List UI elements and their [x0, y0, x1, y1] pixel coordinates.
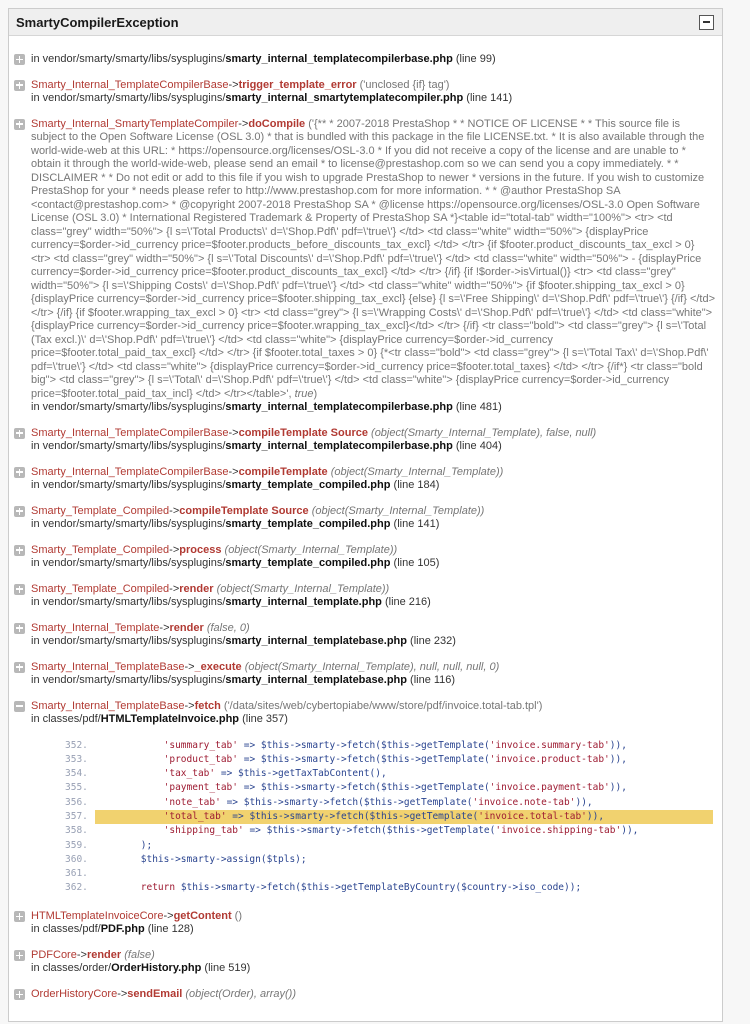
page-background [0, 8, 750, 1024]
trace-arrow: -> [238, 117, 249, 130]
code-token: 'invoice.total-tab' [478, 810, 587, 822]
trace-file-name: smarty_internal_smartytemplatecompiler.php [225, 92, 464, 104]
trace-file-line: in classes/pdf/PDF.php (line 128) [31, 923, 194, 936]
trace-file-line: in vendor/smarty/smarty/libs/sysplugins/smarty_internal_templatecompilerbase.php (line 404) [31, 440, 502, 452]
trace-body [31, 79, 716, 106]
code-line [65, 767, 713, 781]
trace-item [13, 505, 716, 532]
code-token: => $this->smarty->fetch($this->getTemplate( [238, 753, 490, 765]
trace-argument: (object(Smarty_Internal_Template)) [224, 543, 398, 556]
code-line-number: 356. [65, 796, 88, 808]
code-token: 'shipping_tab' [163, 825, 244, 837]
code-line [65, 853, 713, 867]
trace-argument: () [234, 909, 242, 922]
trace-method-name: _execute [194, 660, 242, 673]
expand-trace-icon[interactable] [14, 911, 25, 922]
code-line [65, 881, 713, 895]
trace-arrow: -> [184, 699, 195, 712]
trace-arguments [312, 505, 485, 517]
trace-arrow: -> [117, 987, 128, 1000]
trace-item [13, 118, 716, 415]
expand-trace-icon[interactable] [14, 989, 25, 1000]
trace-argument: , [288, 387, 295, 400]
trace-item [13, 466, 716, 493]
code-text [95, 881, 713, 895]
trace-arguments [225, 544, 398, 556]
trace-item [13, 544, 716, 571]
trace-file-line: in vendor/smarty/smarty/libs/sysplugins/smarty_internal_templatecompilerbase.php (line 99) [31, 53, 496, 65]
trace-method-name: fetch [194, 699, 221, 712]
code-text [95, 781, 713, 795]
trace-class-name: HTMLTemplateInvoiceCore [31, 909, 164, 922]
trace-file-line: in vendor/smarty/smarty/libs/sysplugins/smarty_internal_templatebase.php (line 232) [31, 635, 456, 647]
collapse-trace-icon[interactable] [14, 701, 25, 712]
code-token: $this->smarty->assign($tpls); [95, 853, 307, 865]
trace-arguments [245, 661, 500, 673]
trace-item [13, 700, 716, 898]
expand-trace-icon[interactable] [14, 662, 25, 673]
code-token [95, 782, 164, 793]
expand-trace-icon[interactable] [14, 119, 25, 130]
trace-argument: ('unclosed {if} tag') [359, 78, 450, 91]
stack-trace-list [9, 36, 722, 1021]
code-line [65, 781, 713, 795]
code-line-number: 358. [65, 825, 88, 837]
trace-method-name: compileTemplate Source [179, 504, 309, 517]
trace-argument: (object(Smarty_Internal_Template)) [330, 465, 504, 478]
trace-argument: (object(Smarty_Internal_Template)) [311, 504, 485, 517]
exception-panel [8, 8, 723, 1022]
code-line [65, 810, 713, 824]
trace-item [13, 53, 716, 67]
code-token: $this->smarty->fetch($this->getTemplateByCountry($country->iso_code)); [175, 882, 582, 894]
trace-class-name: Smarty_Internal_SmartyTemplateCompiler [31, 117, 239, 130]
trace-file-line: in vendor/smarty/smarty/libs/sysplugins/smarty_internal_template.php (line 216) [31, 596, 431, 608]
code-token [95, 797, 164, 808]
code-text [95, 753, 713, 767]
trace-class-name: Smarty_Internal_Template [31, 621, 160, 634]
trace-argument: (object(Smarty_Internal_Template), false, null) [371, 426, 597, 439]
trace-method-name: render [179, 582, 214, 595]
trace-arguments [217, 583, 390, 595]
trace-argument: ('{** * 2007-2018 PrestaShop * * NOTICE OF LICENSE * * This source file is subject to the Open Software License (OSL 3.0) * that is bundled with this package in the file LICENSE.txt. * It is also available through the world-wide-web at this URL: * https://opensource.org/licenses/OSL-3.0 * If you did not receive a copy of the license and are unable to * obtain it through the world-wide-web, please send an email * to license@prestashop.com so we can send you a copy immediately. * * DISCLAIMER * * Do not edit or add to this file if you wish to upgrade PrestaShop to newer * versions in the future. If you wish to customize PrestaShop for your * needs please refer to http://www.prestashop.com for more information. * * @author PrestaShop SA <contact@prestashop.com> * @copyright 2007-2018 PrestaShop SA * @license https://opensource.org/licenses/OSL-3.0 Open Software License (OSL 3.0) * International Registered Trademark & Property of PrestaShop SA *}<table id="total-tab" width="100%"> <tr> <td class="grey" width="50%"> {l s=\'Total Products\' d=\'Shop.Pdf\' pdf=\'true\'} </td> <td class="white" width="50%"> {displayPrice currency=$order->id_currency price=$footer.products_before_discounts_tax_excl} </td> </tr> {if $footer.product_discounts_tax_excl > 0} <tr> <td class="grey" width="50%"> {l s=\'Total Discounts\' d=\'Shop.Pdf\' pdf=\'true\'} </td> <td class="white" width="50%"> - {displayPrice currency=$order->id_currency price=$footer.product_discounts_tax_excl} </td> </tr> {/if} {if !$order->isVirtual()} <tr> <td class="grey" width="50%"> {l s=\'Shipping Costs\' d=\'Shop.Pdf\' pdf=\'true\'} </td> <td class="white" width="50%"> {if $footer.shipping_tax_excl > 0} {displayPrice currency=$order->id_currency price=$footer.shipping_tax_excl} {else} {l s=\'Free Shipping\' d=\'Shop.Pdf\' pdf=\'true\'} {/if} </td> </tr> {/if} {if $footer.wrapping_tax_excl > 0} <tr> <td class="grey"> {l s=\'Wrapping Costs\' d=\'Shop.Pdf\' pdf=\'true\'} </td> <td class="white">{displayPrice currency=$order->id_currency price=$footer.wrapping_tax_excl}</td> </tr> {/if} <tr class="bold"> <td class="grey"> {l s=\'Total (Tax excl.)\' d=\'Shop.Pdf\' pdf=\'true\'} </td> <td class="white"> {displayPrice currency=$order->id_currency price=$footer.total_paid_tax_excl} </td> </tr> {if $footer.total_taxes > 0} {*<tr class="bold"> <td class="grey"> {l s=\'Total Tax\' d=\'Shop.Pdf\' pdf=\'true\'} </td> <td class="white"> {displayPrice currency=$order->id_currency price=$footer.total_taxes} </td> </tr> {/if*} <tr class="bold big"> <td class="grey"> {l s=\'Total\' d=\'Shop.Pdf\' pdf=\'true\'} </td> <td class="white"> {displayPrice currency=$order->id_currency price=$footer.total_paid_tax_incl} </td> </tr></table>' [31, 117, 716, 400]
trace-arrow: -> [228, 465, 239, 478]
minus-icon [703, 21, 710, 23]
code-line-number: 352. [65, 739, 88, 751]
trace-file-name: smarty_internal_template.php [225, 596, 382, 608]
code-token [95, 768, 164, 779]
trace-body [31, 700, 716, 898]
trace-file-line: in vendor/smarty/smarty/libs/sysplugins/smarty_template_compiled.php (line 105) [31, 557, 440, 569]
expand-trace-icon[interactable] [14, 545, 25, 556]
code-token: => $this->getTaxTabContent(), [215, 768, 387, 780]
trace-arguments [224, 700, 542, 712]
code-token: 'invoice.note-tab' [472, 796, 576, 808]
trace-file-line: in vendor/smarty/smarty/libs/sysplugins/smarty_internal_smartytemplatecompiler.php (line 141) [31, 92, 513, 104]
trace-arguments [31, 118, 715, 400]
trace-file-name: OrderHistory.php [111, 962, 202, 975]
code-token: ); [95, 839, 153, 851]
code-line-number: 359. [65, 839, 88, 851]
trace-argument: (false, 0) [206, 621, 250, 634]
trace-class-name: Smarty_Template_Compiled [31, 543, 170, 556]
trace-arrow: -> [169, 543, 180, 556]
code-token: 'invoice.product-tab' [489, 753, 610, 765]
trace-arrow: -> [228, 78, 239, 91]
exception-title: SmartyCompilerException [16, 14, 179, 30]
trace-class-name: Smarty_Template_Compiled [31, 582, 170, 595]
trace-arrow: -> [163, 909, 174, 922]
trace-item [13, 949, 716, 976]
code-token: )), [609, 739, 627, 751]
trace-item [13, 79, 716, 106]
trace-file-name: smarty_internal_templatebase.php [225, 674, 407, 686]
trace-body [31, 427, 716, 454]
trace-class-name: Smarty_Internal_TemplateBase [31, 660, 185, 673]
code-text [95, 853, 713, 867]
trace-file-name: smarty_internal_templatebase.php [225, 635, 407, 647]
trace-method-name: doCompile [248, 117, 306, 130]
code-line [65, 753, 713, 767]
code-line-number: 353. [65, 753, 88, 765]
trace-arrow: -> [76, 948, 87, 961]
trace-class-name: PDFCore [31, 948, 77, 961]
code-line-number: 355. [65, 782, 88, 794]
code-token: )), [609, 782, 627, 794]
trace-body [31, 118, 716, 415]
expand-trace-icon[interactable] [14, 506, 25, 517]
code-text [95, 824, 713, 838]
trace-arrow: -> [184, 660, 195, 673]
trace-arrow: -> [169, 504, 180, 517]
code-line-number: 362. [65, 882, 88, 894]
trace-call-line [31, 988, 716, 1002]
trace-body [31, 622, 716, 649]
highlighted-code-text [95, 810, 713, 824]
code-token [95, 740, 164, 751]
trace-argument: (object(Smarty_Internal_Template)) [216, 582, 390, 595]
code-token: 'product_tab' [163, 753, 238, 765]
trace-call-line [31, 910, 716, 924]
trace-method-name: render [169, 621, 204, 634]
trace-class-name: Smarty_Template_Compiled [31, 504, 170, 517]
trace-method-name: process [179, 543, 222, 556]
collapse-panel-button[interactable] [699, 15, 714, 30]
code-token [95, 811, 164, 822]
code-line [65, 867, 713, 881]
code-token: => $this->smarty->fetch($this->getTemplate( [226, 810, 479, 822]
expand-trace-icon[interactable] [14, 584, 25, 595]
code-token: )), [621, 825, 639, 837]
trace-call-line [31, 466, 716, 480]
code-token: 'tax_tab' [163, 768, 216, 780]
trace-body [31, 661, 716, 688]
trace-call-line [31, 427, 716, 441]
trace-file-line: in vendor/smarty/smarty/libs/sysplugins/smarty_internal_templatebase.php (line 116) [31, 674, 456, 686]
code-line-number: 354. [65, 768, 88, 780]
expand-trace-icon[interactable] [14, 950, 25, 961]
trace-arguments [360, 79, 450, 91]
trace-call-line [31, 949, 716, 963]
trace-item [13, 661, 716, 688]
code-text [95, 767, 713, 781]
code-token: )), [586, 810, 605, 822]
trace-body [31, 988, 716, 1002]
trace-arguments [185, 988, 296, 1000]
trace-body [31, 466, 716, 493]
trace-arrow: -> [159, 621, 170, 634]
trace-file-name: smarty_template_compiled.php [225, 518, 391, 530]
expand-trace-icon[interactable] [14, 623, 25, 634]
trace-call-line [31, 700, 716, 714]
trace-file-name: smarty_internal_templatecompilerbase.php [225, 53, 453, 65]
trace-argument: (object(Order), array()) [185, 987, 296, 1000]
trace-arguments [124, 949, 155, 961]
trace-body [31, 505, 716, 532]
trace-arrow: -> [228, 426, 239, 439]
code-token: => $this->smarty->fetch($this->getTemplate( [243, 825, 496, 837]
code-token: )), [575, 796, 593, 808]
code-line [65, 839, 713, 853]
trace-body [31, 544, 716, 571]
trace-item [13, 988, 716, 1002]
expand-trace-icon[interactable] [14, 428, 25, 439]
code-token: => $this->smarty->fetch($this->getTemplate( [238, 782, 490, 794]
trace-argument: ) [313, 387, 318, 400]
trace-call-line [31, 661, 716, 675]
code-text [95, 839, 713, 853]
trace-file-name: smarty_internal_templatecompilerbase.php [225, 401, 453, 413]
trace-call-line [31, 79, 716, 93]
trace-arguments [207, 622, 250, 634]
trace-item [13, 427, 716, 454]
expand-trace-icon[interactable] [14, 54, 25, 65]
expand-trace-icon[interactable] [14, 80, 25, 91]
trace-file-name: smarty_template_compiled.php [225, 557, 391, 569]
trace-body [31, 949, 716, 976]
code-token: return [140, 882, 176, 894]
code-token [95, 825, 164, 836]
trace-call-line [31, 544, 716, 558]
trace-file-name: smarty_template_compiled.php [225, 479, 391, 491]
code-text [95, 867, 713, 881]
code-token: => $this->smarty->fetch($this->getTemplate( [220, 796, 473, 808]
trace-class-name: Smarty_Internal_TemplateCompilerBase [31, 465, 229, 478]
trace-class-name: Smarty_Internal_TemplateCompilerBase [31, 78, 229, 91]
trace-body [31, 583, 716, 610]
trace-argument: true [294, 387, 314, 400]
code-line-number: 361. [65, 868, 88, 880]
code-token: => $this->smarty->fetch($this->getTemplate( [238, 739, 490, 751]
trace-arguments [371, 427, 596, 439]
trace-method-name: trigger_template_error [238, 78, 357, 91]
code-token: 'invoice.shipping-tab' [495, 825, 622, 837]
code-token: 'invoice.summary-tab' [489, 739, 610, 751]
trace-class-name: Smarty_Internal_TemplateCompilerBase [31, 426, 229, 439]
trace-method-name: compileTemplate Source [238, 426, 368, 439]
trace-file-line: in vendor/smarty/smarty/libs/sysplugins/smarty_template_compiled.php (line 141) [31, 518, 440, 530]
trace-arguments [331, 466, 504, 478]
trace-file-name: smarty_internal_templatecompilerbase.php [225, 440, 453, 452]
trace-call-line [31, 583, 716, 597]
trace-file-name: HTMLTemplateInvoice.php [100, 713, 240, 725]
code-line [65, 824, 713, 838]
code-line [65, 796, 713, 810]
trace-call-line [31, 505, 716, 519]
trace-file-name: PDF.php [100, 923, 145, 936]
trace-call-line [31, 118, 716, 402]
code-token: 'invoice.payment-tab' [489, 782, 610, 794]
trace-body [31, 910, 716, 937]
trace-method-name: sendEmail [127, 987, 183, 1000]
code-token: 'payment_tab' [163, 782, 238, 794]
trace-class-name: OrderHistoryCore [31, 987, 118, 1000]
trace-file-line: in vendor/smarty/smarty/libs/sysplugins/smarty_internal_templatecompilerbase.php (line 481) [31, 401, 502, 413]
trace-item [13, 910, 716, 937]
trace-method-name: compileTemplate [238, 465, 328, 478]
code-token [95, 754, 164, 765]
trace-file-line: in classes/order/OrderHistory.php (line 519) [31, 962, 251, 975]
trace-arrow: -> [169, 582, 180, 595]
code-line [65, 739, 713, 753]
trace-body [31, 53, 716, 67]
code-token [95, 882, 141, 893]
code-token: )), [609, 753, 627, 765]
trace-item [13, 583, 716, 610]
expand-trace-icon[interactable] [14, 467, 25, 478]
trace-item [13, 622, 716, 649]
exception-header [9, 9, 722, 36]
code-line-number: 357. [65, 810, 88, 822]
code-excerpt [65, 739, 713, 896]
code-text [95, 739, 713, 753]
code-line-number: 360. [65, 853, 88, 865]
trace-method-name: render [86, 948, 122, 961]
code-text [95, 796, 713, 810]
code-token: 'note_tab' [163, 796, 221, 808]
trace-class-name: Smarty_Internal_TemplateBase [31, 699, 185, 712]
trace-argument: ('/data/sites/web/cybertopiabe/www/store/pdf/invoice.total-tab.tpl') [223, 699, 543, 712]
trace-argument: (object(Smarty_Internal_Template), null, null, null, 0) [244, 660, 500, 673]
trace-arguments [235, 910, 242, 922]
code-token: 'total_tab' [163, 810, 227, 822]
code-token: 'summary_tab' [163, 739, 238, 751]
trace-method-name: getContent [173, 909, 232, 922]
trace-call-line [31, 622, 716, 636]
trace-argument: (false) [124, 948, 155, 961]
trace-file-line: in vendor/smarty/smarty/libs/sysplugins/smarty_template_compiled.php (line 184) [31, 479, 440, 491]
trace-file-line: in classes/pdf/HTMLTemplateInvoice.php (line 357) [31, 713, 288, 725]
